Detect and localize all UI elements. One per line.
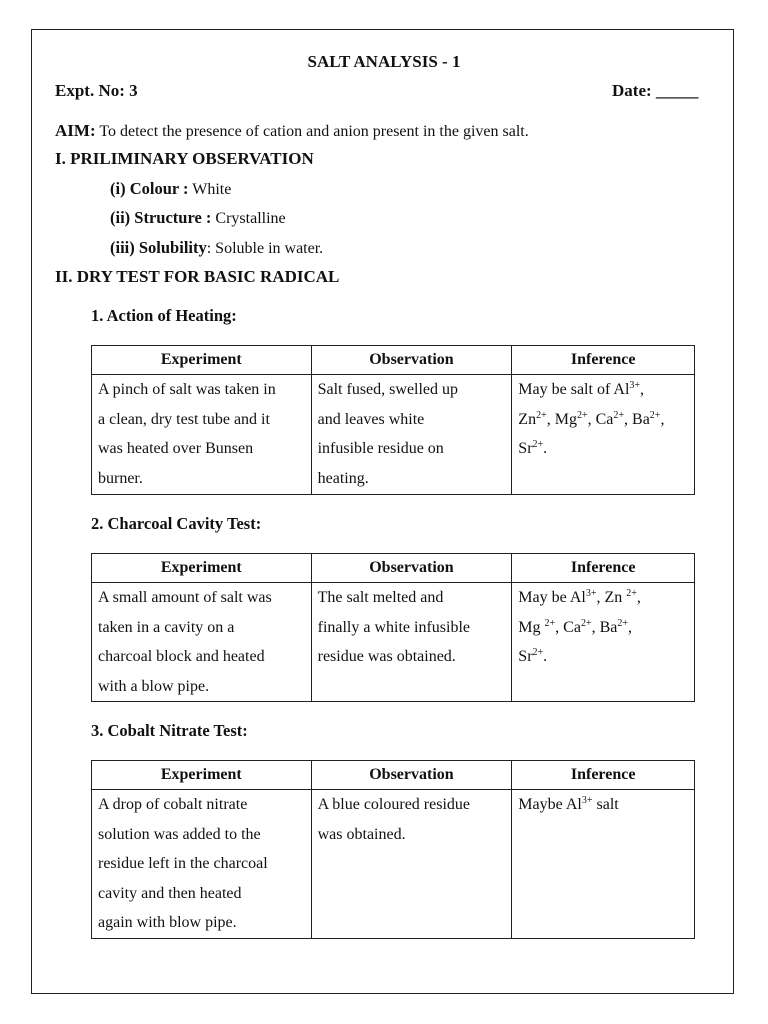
text-line: was obtained. [317,825,406,843]
aim-label: AIM: [55,121,96,140]
text-line: charcoal block and heated [98,648,265,666]
text-line: A small amount of salt was [98,589,272,606]
test-heading-heating: 1. Action of Heating: [91,306,237,325]
text-line: taken in a cavity on a [98,618,235,636]
table-row [92,790,695,939]
aim-statement [55,121,529,141]
colour-label: (i) Colour : [110,179,189,198]
text-line: was heated over Bunsen [98,440,254,458]
inference-cell [512,375,695,495]
inference-cell [512,790,695,939]
text-line: cavity and then heated [98,884,242,902]
test-heading-cobalt: 3. Cobalt Nitrate Test: [91,721,248,740]
text-line: May be $Al^{3+}$, Zn $^{2+}$, [518,588,641,606]
text-line: finally a white infusible [317,618,471,636]
observation-cell [311,375,512,495]
section-preliminary-heading: I. PRILIMINARY OBSERVATION [55,149,314,168]
aim-text: To detect the presence of cation and anion present in the given salt. [99,123,529,140]
inference-cell [512,583,695,702]
document-title: SALT ANALYSIS - 1 [307,52,461,71]
text-line: heating. [317,469,369,487]
text-line: A blue coloured residue [317,796,471,813]
observation-cell [311,583,512,702]
text-line: and leaves white [317,410,425,428]
header-experiment: Experiment [92,761,312,790]
structure-label: (ii) Structure : [110,208,212,227]
text-line: The salt melted and [317,589,444,606]
text-line: A drop of cobalt nitrate [98,796,248,813]
solubility-label: (iii) Solubility [110,238,207,257]
colour-observation [110,179,231,199]
heating-test-table [91,345,695,495]
date-field: Date: _____ [612,81,699,100]
text-line: a clean, dry test tube and it [98,410,270,428]
header-experiment: Experiment [92,346,312,375]
experiment-cell [92,790,312,939]
text-line: Maybe $Al^{3+}$ salt [518,795,619,813]
text-line: A pinch of salt was taken in [98,381,276,398]
header-inference: Inference [512,761,695,790]
table-row [92,583,695,702]
header-observation: Observation [311,554,512,583]
solubility-value: : Soluble in water. [206,240,324,257]
table-header-row [92,761,695,790]
text-line: infusible residue on [317,440,444,458]
text-line: residue left in the charcoal [98,855,268,873]
text-line: $Zn^{2+}$, $Mg^{2+}$, $Ca^{2+}$, $Ba^{2+}$, [518,409,665,428]
text-line: May be salt of $Al^{3+}$, [518,380,645,398]
header-inference: Inference [512,554,695,583]
table-row [92,375,695,495]
header-observation: Observation [311,761,512,790]
experiment-cell [92,375,312,495]
text-line: $Sr^{2+}$. [518,439,548,458]
experiment-number: Expt. No: 3 [55,81,138,100]
text-line: with a blow pipe. [98,677,210,695]
text-line: residue was obtained. [317,648,456,666]
structure-observation [110,208,286,228]
text-line: $Sr^{2+}$. [518,647,548,666]
header-inference: Inference [512,346,695,375]
text-line: Mg $^{2+}$, $Ca^{2+}$, $Ba^{2+}$, [518,617,633,636]
header-observation: Observation [311,346,512,375]
solubility-observation [110,238,323,258]
cobalt-test-table [91,760,695,939]
table-header-row [92,346,695,375]
experiment-cell [92,583,312,702]
header-experiment: Experiment [92,554,312,583]
table-header-row [92,554,695,583]
charcoal-test-table [91,553,695,702]
text-line: Salt fused, swelled up [317,381,459,398]
text-line: burner. [98,469,143,487]
section-dry-test-heading: II. DRY TEST FOR BASIC RADICAL [55,267,340,286]
observation-cell [311,790,512,939]
colour-value: White [192,181,232,198]
structure-value: Crystalline [215,210,286,227]
test-heading-charcoal: 2. Charcoal Cavity Test: [91,514,262,533]
text-line: solution was added to the [98,825,261,843]
text-line: again with blow pipe. [98,914,237,932]
